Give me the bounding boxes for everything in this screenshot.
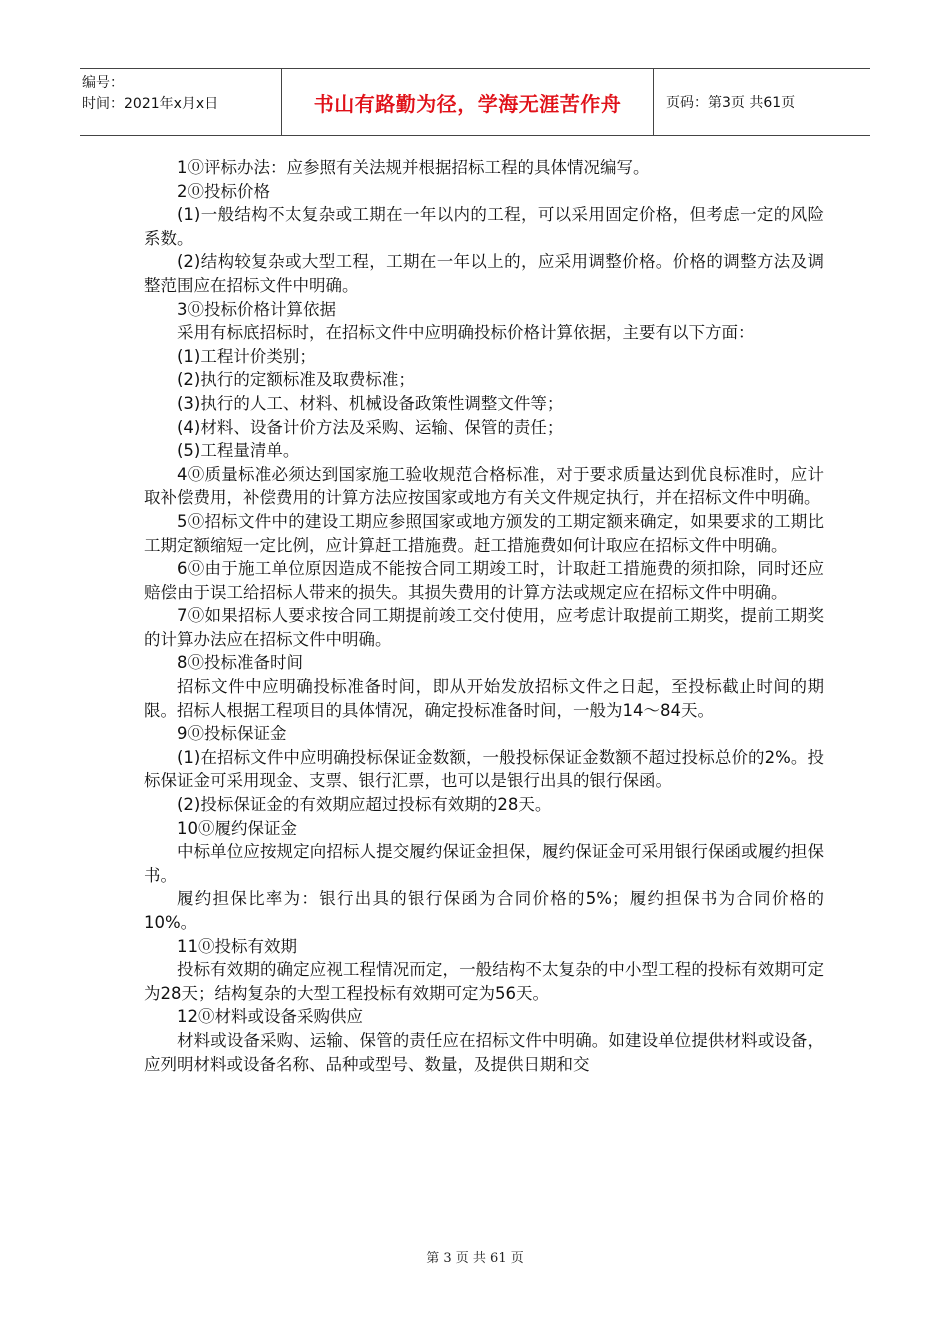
paragraph: (1)在招标文件中应明确投标保证金数额，一般投标保证金数额不超过投标总价的2%。投标保证金可采用现金、支票、银行汇票，也可以是银行出具的银行保函。 <box>144 747 824 791</box>
paragraph: (2)投标保证金的有效期应超过投标有效期的28天。 <box>177 795 552 815</box>
paragraph: (1)一般结构不太复杂或工期在一年以内的工程，可以采用固定价格，但考虑一定的风险系数。 <box>144 205 824 248</box>
paragraph: 6⓪由于施工单位原因造成不能按合同工期竣工时，计取赶工措施费的须扣除，同时还应赔偿由于误工给招标人带来的损失。其损失费用的计算方法或规定应在招标文件中明确。 <box>144 559 824 602</box>
header-meta <box>80 69 282 135</box>
list-item: (3)执行的人工、材料、机械设备政策性调整文件等； <box>177 393 564 413</box>
header-page-info: 页码：第3页 共61页 <box>666 95 796 111</box>
list-item: (4)材料、设备计价方法及采购、运输、保管的责任； <box>177 417 564 437</box>
page-header <box>80 68 870 136</box>
page-footer: 第 3 页 共 61 页 <box>426 1251 524 1266</box>
paragraph: 履约担保比率为：银行出具的银行保函为合同价格的5%；履约担保书为合同价格的10%。 <box>144 889 824 932</box>
paragraph: 7⓪如果招标人要求按合同工期提前竣工交付使用，应考虑计取提前工期奖，提前工期奖的计算办法应在招标文件中明确。 <box>144 606 824 649</box>
section-heading: 12⓪材料或设备采购供应 <box>177 1007 363 1027</box>
section-heading: 2⓪投标价格 <box>177 181 270 201</box>
paragraph: 4⓪质量标准必须达到国家施工验收规范合格标准，对于要求质量达到优良标准时，应计取补偿费用，补偿费用的计算方法应按国家或地方有关文件规定执行，并在招标文件中明确。 <box>144 464 824 508</box>
section-heading: 11⓪投标有效期 <box>177 936 297 956</box>
list-item: (5)工程量清单。 <box>177 441 300 461</box>
document-date-label: 时间：2021年x月x日 <box>82 96 219 112</box>
header-motto-cell <box>282 69 654 135</box>
section-heading: 9⓪投标保证金 <box>177 724 287 744</box>
section-heading: 8⓪投标准备时间 <box>177 653 303 673</box>
paragraph: 采用有标底招标时，在招标文件中应明确投标价格计算依据，主要有以下方面： <box>177 323 755 343</box>
paragraph: 投标有效期的确定应视工程情况而定，一般结构不太复杂的中小型工程的投标有效期可定为28天；结构复杂的大型工程投标有效期可定为56天。 <box>144 960 824 1003</box>
section-heading: 10⓪履约保证金 <box>177 818 297 838</box>
paragraph: 招标文件中应明确投标准备时间，即从开始发放招标文件之日起，至投标截止时间的期限。招标人根据工程项目的具体情况，确定投标准备时间，一般为14～84天。 <box>144 677 824 720</box>
document-body <box>144 156 824 1076</box>
list-item: (2)执行的定额标准及取费标准； <box>177 370 415 390</box>
paragraph: 5⓪招标文件中的建设工期应参照国家或地方颁发的工期定额来确定，如果要求的工期比工期定额缩短一定比例，应计算赶工措施费。赶工措施费如何计取应在招标文件中明确。 <box>144 511 824 555</box>
header-motto: 书山有路勤为径，学海无涯苦作舟 <box>313 91 622 116</box>
paragraph: 1⓪评标办法：应参照有关法规并根据招标工程的具体情况编写。 <box>177 158 650 177</box>
list-item: (1)工程计价类别； <box>177 346 316 366</box>
section-heading: 3⓪投标价格计算依据 <box>177 299 336 319</box>
paragraph: 中标单位应按规定向招标人提交履约保证金担保，履约保证金可采用银行保函或履约担保书。 <box>144 842 824 885</box>
paragraph: (2)结构较复杂或大型工程，工期在一年以上的，应采用调整价格。价格的调整方法及调整范围应在招标文件中明确。 <box>144 252 824 295</box>
document-number-label: 编号： <box>82 75 124 91</box>
paragraph: 材料或设备采购、运输、保管的责任应在招标文件中明确。如建设单位提供材料或设备，应列明材料或设备名称、品种或型号、数量，及提供日期和交 <box>144 1030 824 1074</box>
